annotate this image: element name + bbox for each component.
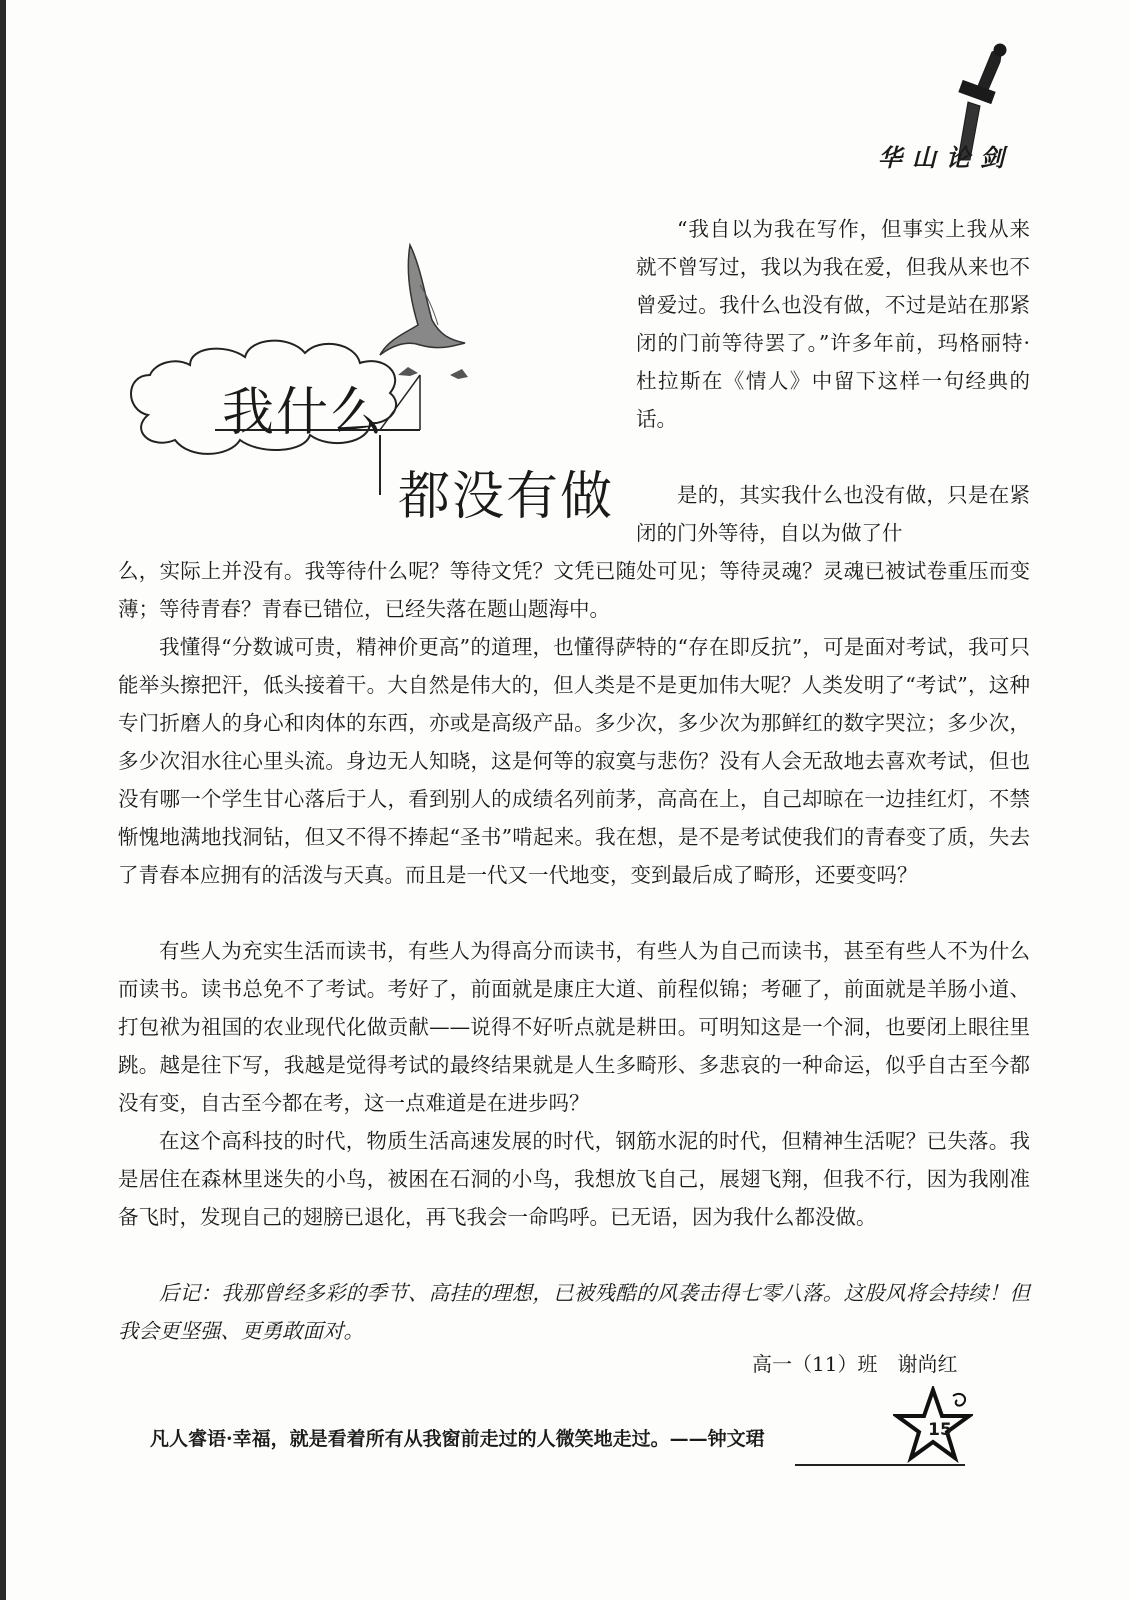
seagull-icon: [380, 245, 465, 355]
section-label: 华山论剑: [878, 143, 1014, 172]
author-signature: 高一（11）班 谢尚红: [752, 1352, 958, 1376]
title-line1: 我什么: [222, 383, 385, 443]
article-paragraph-2-continued: 么，实际上并没有。我等待什么呢？等待文凭？文凭已随处可见；等待灵魂？灵魂已被试卷重压而变薄；等待青春？青春已错位，已经失落在题山题海中。: [118, 559, 1030, 621]
article-paragraph-5: 在这个高科技的时代，物质生活高速发展的时代，钢筋水泥的时代，但精神生活呢？已失落。我是居住在森林里迷失的小鸟，被困在石洞的小鸟，我想放飞自己，展翅飞翔，但我不行，因为我刚准备飞时，发现自己的翅膀已退化，再飞我会一命呜呼。已无语，因为我什么都没做。: [118, 1129, 1030, 1229]
article-paragraph-2-start: 是的，其实我什么也没有做，只是在紧闭的门外等待，自以为做了什: [636, 483, 1030, 545]
article-paragraph-1: “我自以为我在写作，但事实上我从来就不曾写过，我以为我在爱，但我从来也不曾爱过。我什么也没有做，不过是站在那紧闭的门前等待罢了。”许多年前，玛格丽特·杜拉斯在《情人》中留下这样一句经典的话。: [636, 217, 1030, 431]
page-number: 15: [928, 1420, 952, 1440]
article-paragraph-4: 有些人为充实生活而读书，有些人为得高分而读书，有些人为自己而读书，甚至有些人不为什么而读书。读书总免不了考试。考好了，前面就是康庄大道、前程似锦；考砸了，前面就是羊肠小道、打包袱为祖国的农业现代化做贡献——说得不好听点就是耕田。可明知这是一个洞，也要闭上眼往里跳。越是往下写，我越是觉得考试的最终结果就是人生多畸形、多悲哀的一种命运，似乎自古至今都没有变，自古至今都在考，这一点难道是在进步吗？: [118, 939, 1030, 1115]
postscript-paragraph: 后记：我那曾经多彩的季节、高挂的理想，已被残酷的风袭击得七零八落。这股风将会持续！但我会更坚强、更勇敢面对。: [118, 1281, 1030, 1343]
footer-quote: 凡人睿语·幸福，就是看着所有从我窗前走过的人微笑地走过。——钟文珺: [150, 1428, 765, 1450]
title-line2: 都没有做: [398, 467, 615, 527]
article-paragraph-3: 我懂得“分数诚可贵，精神价更高”的道理，也懂得萨特的“存在即反抗”，可是面对考试，我可只能举头擦把汗，低头接着干。大自然是伟大的，但人类是不是更加伟大呢？人类发明了“考试”，这种专门折磨人的身心和肉体的东西，亦或是高级产品。多少次，多少次为那鲜红的数字哭泣；多少次，多少次泪水往心里头流。身边无人知晓，这是何等的寂寞与悲伤？没有人会无敌地去喜欢考试，但也没有哪一个学生甘心落后于人，看到别人的成绩名列前茅，高高在上，自己却晾在一边挂红灯，不禁惭愧地满地找洞钻，但又不得不捧起“圣书”啃起来。我在想，是不是考试使我们的青春变了质，失去了青春本应拥有的活泼与天真。而且是一代又一代地变，变到最后成了畸形，还要变吗？: [118, 635, 1030, 887]
page-edge-shadow: [0, 0, 6, 1600]
